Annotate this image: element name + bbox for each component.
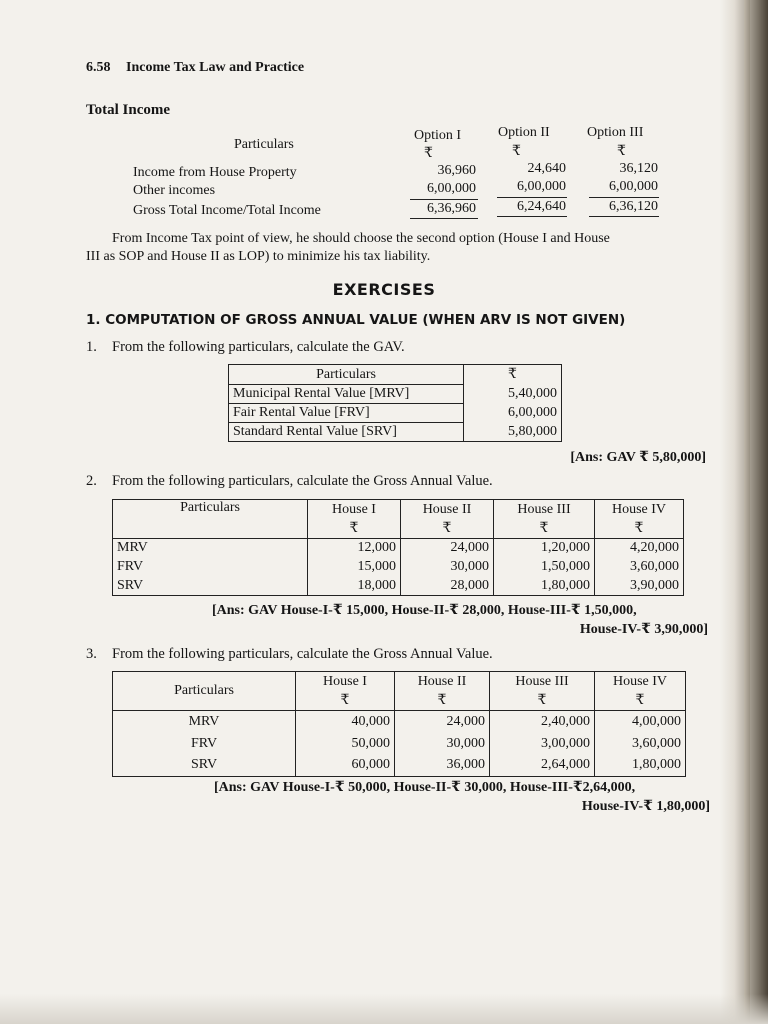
q3-unit: ₹ — [395, 692, 490, 711]
q2-row-label: MRV — [113, 539, 308, 558]
q1-col-unit: ₹ — [508, 367, 517, 383]
conclusion-line-2: III as SOP and House II as LOP) to minimize his tax liability. — [86, 249, 431, 264]
q3-cell: 40,000 — [296, 711, 395, 733]
ti-col-option-3-unit: ₹ — [617, 144, 626, 159]
question-text: From the following particulars, calculate the Gross Annual Value. — [112, 473, 493, 489]
q3-col-house: House I — [296, 672, 395, 692]
q2-cell: 3,90,000 — [630, 577, 679, 593]
ti-col-option-2-unit: ₹ — [512, 144, 521, 159]
q1-table — [228, 364, 562, 442]
q2-col-particulars: Particulars — [113, 500, 308, 539]
q2-row-label: SRV — [113, 577, 308, 596]
q3-cell: 3,00,000 — [490, 733, 595, 755]
q1-row-label: Standard Rental Value [SRV] — [229, 423, 464, 442]
q1-row-label: Fair Rental Value [FRV] — [229, 404, 464, 423]
q2-unit: ₹ — [494, 520, 595, 539]
ti-total-rule — [410, 218, 478, 219]
ti-row-label: Gross Total Income/Total Income — [133, 203, 321, 218]
q2-cell: 1,50,000 — [494, 558, 595, 577]
ti-row-label: Other incomes — [133, 183, 216, 198]
exercises-title: EXERCISES — [332, 280, 436, 299]
q2-cell: 15,000 — [308, 558, 401, 577]
q2-cell: 1,80,000 — [494, 577, 595, 596]
q1-cell: 5,80,000 — [508, 423, 557, 439]
q3-col-particulars: Particulars — [113, 672, 296, 711]
question-text: From the following particulars, calculate the Gross Annual Value. — [112, 646, 493, 662]
q2-answer-line-1: [Ans: GAV House-I-₹ 15,000, House-II-₹ 28,000, House-III-₹ 1,50,000, — [212, 603, 637, 618]
q3-col-house: House IV — [612, 673, 668, 689]
question-text: From the following particulars, calculate the GAV. — [112, 339, 405, 355]
q2-cell: 12,000 — [308, 539, 401, 558]
q2-cell: 28,000 — [401, 577, 494, 596]
q3-cell: 4,00,000 — [632, 713, 681, 729]
conclusion-line-1: From Income Tax point of view, he should choose the second option (House I and House — [112, 231, 610, 246]
ti-sum-rule — [410, 199, 478, 200]
q3-cell: 2,40,000 — [490, 711, 595, 733]
exercises-subheading: 1. COMPUTATION OF GROSS ANNUAL VALUE (WHEN ARV IS NOT GIVEN) — [86, 312, 626, 328]
q2-cell: 1,20,000 — [494, 539, 595, 558]
page-number: 6.58 — [86, 60, 111, 75]
running-head — [86, 60, 304, 76]
q3-answer-line-2: House-IV-₹ 1,80,000] — [581, 799, 710, 814]
q2-cell: 24,000 — [401, 539, 494, 558]
ti-col-option-1: Option I — [414, 128, 462, 143]
q2-cell: 3,60,000 — [630, 559, 679, 574]
q3-unit: ₹ — [490, 692, 595, 711]
ti-cell: 6,24,640 — [517, 199, 566, 214]
page-edge — [744, 0, 750, 1024]
q3-unit: ₹ — [595, 692, 686, 711]
ti-cell: 36,960 — [437, 163, 476, 178]
q2-cell: 18,000 — [308, 577, 401, 596]
question-1 — [86, 339, 405, 356]
q1-answer: [Ans: GAV ₹ 5,80,000] — [570, 450, 706, 465]
q2-cell: 30,000 — [401, 558, 494, 577]
q2-col-house: House I — [308, 500, 401, 520]
question-number: 3. — [86, 646, 97, 662]
q3-cell: 1,80,000 — [632, 757, 681, 773]
ti-cell: 36,120 — [619, 161, 658, 176]
ti-cell: 6,00,000 — [517, 179, 566, 194]
total-income-title: Total Income — [86, 102, 171, 118]
q3-cell: 30,000 — [395, 733, 490, 755]
q2-col-house: House IV — [611, 501, 667, 517]
q3-cell: 24,000 — [395, 711, 490, 733]
q3-row-label: SRV — [113, 755, 296, 777]
q2-answer-line-2: House-IV-₹ 3,90,000] — [579, 622, 708, 637]
ti-col-option-2: Option II — [498, 125, 550, 140]
q1-col-particulars: Particulars — [229, 365, 464, 385]
q2-row-label: FRV — [113, 558, 308, 577]
q3-table — [112, 671, 686, 777]
ti-total-rule — [497, 216, 567, 217]
ti-cell: 6,36,960 — [427, 201, 476, 216]
ti-cell: 24,640 — [527, 161, 566, 176]
question-3 — [86, 646, 493, 663]
ti-col-particulars: Particulars — [234, 137, 294, 152]
q3-cell: 36,000 — [395, 755, 490, 777]
q1-row-label: Municipal Rental Value [MRV] — [229, 385, 464, 404]
q1-cell: 5,40,000 — [508, 386, 557, 401]
question-number: 1. — [86, 339, 97, 355]
q3-cell: 60,000 — [296, 755, 395, 777]
q2-unit: ₹ — [401, 520, 494, 539]
ti-row-label: Income from House Property — [133, 165, 297, 180]
ti-cell: 6,00,000 — [609, 179, 658, 194]
q3-row-label: MRV — [113, 711, 296, 733]
book-title: Income Tax Law and Practice — [126, 60, 305, 75]
q3-cell: 3,60,000 — [632, 735, 681, 751]
q2-col-house: House III — [494, 500, 595, 520]
q2-cell: 4,20,000 — [630, 540, 679, 556]
ti-total-rule — [589, 216, 659, 217]
ti-cell: 6,00,000 — [427, 181, 476, 196]
q2-table — [112, 499, 684, 596]
question-number: 2. — [86, 473, 97, 489]
ti-col-option-1-unit: ₹ — [424, 146, 433, 161]
q2-unit: ₹ — [595, 520, 684, 539]
q3-cell: 2,64,000 — [490, 755, 595, 777]
ti-cell: 6,36,120 — [609, 199, 658, 214]
page-bottom-shadow — [0, 994, 768, 1024]
q3-unit: ₹ — [296, 692, 395, 711]
q3-answer-line-1: [Ans: GAV House-I-₹ 50,000, House-II-₹ 30,000, House-III-₹2,64,000, — [214, 780, 636, 795]
ti-col-option-3: Option III — [587, 125, 644, 140]
q3-row-label: FRV — [113, 733, 296, 755]
q1-cell: 6,00,000 — [508, 405, 557, 420]
ti-sum-rule — [497, 197, 567, 198]
q2-unit: ₹ — [308, 520, 401, 539]
q3-cell: 50,000 — [296, 733, 395, 755]
q3-col-house: House III — [490, 672, 595, 692]
q2-col-house: House II — [401, 500, 494, 520]
question-2 — [86, 473, 493, 490]
q3-col-house: House II — [395, 672, 490, 692]
ti-sum-rule — [589, 197, 659, 198]
